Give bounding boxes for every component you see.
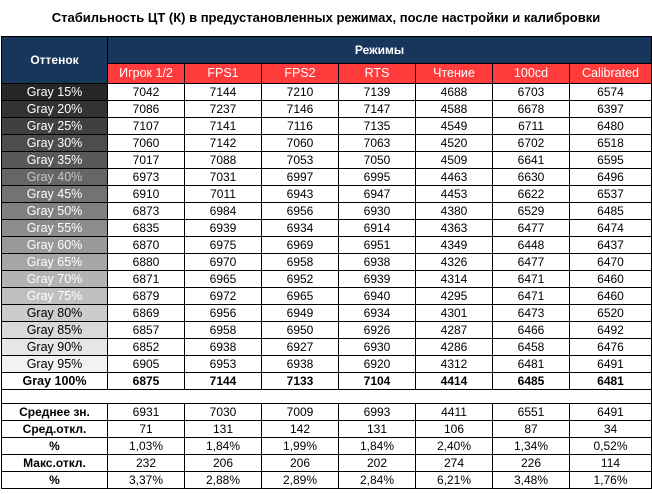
stat-label-cell: % [2,472,108,489]
stat-value-cell: 1,84% [185,438,262,455]
value-cell: 6460 [570,288,652,305]
table-row [2,288,652,305]
mode-header-cell: FPS1 [185,64,262,84]
value-cell: 6956 [185,305,262,322]
value-cell: 6574 [570,84,652,101]
value-cell: 4287 [416,322,493,339]
stat-value-cell: 106 [416,421,493,438]
value-cell: 4453 [416,186,493,203]
table-row [2,339,652,356]
value-cell: 7139 [339,84,416,101]
value-cell: 6926 [339,322,416,339]
stat-value-cell: 226 [493,455,570,472]
table-row [2,186,652,203]
table-row [2,220,652,237]
stat-value-cell: 4411 [416,404,493,421]
value-cell: 6938 [185,339,262,356]
value-cell: 6518 [570,135,652,152]
value-cell: 6997 [262,169,339,186]
stat-value-cell: 6931 [108,404,185,421]
value-cell: 7053 [262,152,339,169]
value-cell: 6622 [493,186,570,203]
stat-value-cell: 142 [262,421,339,438]
value-cell: 4414 [416,373,493,390]
value-cell: 6995 [339,169,416,186]
value-cell: 6481 [570,373,652,390]
value-cell: 6529 [493,203,570,220]
stat-row [2,404,652,421]
value-cell: 6875 [108,373,185,390]
shade-label-cell: Gray 65% [2,254,108,271]
value-cell: 6448 [493,237,570,254]
shade-label-cell: Gray 100% [2,373,108,390]
value-cell: 6473 [493,305,570,322]
value-cell: 4509 [416,152,493,169]
value-cell: 6480 [570,118,652,135]
mode-header-cell: Игрок 1/2 [108,64,185,84]
stat-value-cell: 232 [108,455,185,472]
table-row [2,305,652,322]
value-cell: 6965 [185,271,262,288]
value-cell: 6938 [339,254,416,271]
value-cell: 6703 [493,84,570,101]
value-cell: 6965 [262,288,339,305]
stat-value-cell: 131 [185,421,262,438]
value-cell: 7133 [262,373,339,390]
value-cell: 6491 [570,356,652,373]
value-cell: 6870 [108,237,185,254]
value-cell: 4295 [416,288,493,305]
value-cell: 6905 [108,356,185,373]
value-cell: 7031 [185,169,262,186]
table-title: Стабильность ЦТ (К) в предустановленных режимах, после настройки и калибровки [51,10,601,25]
stat-value-cell: 6,21% [416,472,493,489]
stat-value-cell: 3,37% [108,472,185,489]
value-cell: 6852 [108,339,185,356]
value-cell: 6910 [108,186,185,203]
table-spacer-row [2,390,652,404]
value-cell: 7042 [108,84,185,101]
value-cell: 6835 [108,220,185,237]
stat-value-cell: 1,76% [570,472,652,489]
table-row [2,322,652,339]
value-cell: 6641 [493,152,570,169]
value-cell: 7237 [185,101,262,118]
value-cell: 7210 [262,84,339,101]
value-cell: 6938 [262,356,339,373]
value-cell: 6958 [185,322,262,339]
shade-label-cell: Gray 85% [2,322,108,339]
value-cell: 6930 [339,339,416,356]
stat-value-cell: 114 [570,455,652,472]
stat-value-cell: 1,03% [108,438,185,455]
table-row [2,254,652,271]
value-cell: 6477 [493,220,570,237]
value-cell: 6397 [570,101,652,118]
table-row [2,101,652,118]
value-cell: 6857 [108,322,185,339]
value-cell: 6485 [493,373,570,390]
value-cell: 6984 [185,203,262,220]
value-cell: 4380 [416,203,493,220]
value-cell: 6460 [570,271,652,288]
stat-label-cell: Среднее зн. [2,404,108,421]
value-cell: 6879 [108,288,185,305]
table-row [2,271,652,288]
value-cell: 6953 [185,356,262,373]
stat-row [2,421,652,438]
value-cell: 6678 [493,101,570,118]
value-cell: 6947 [339,186,416,203]
stat-value-cell: 3,48% [493,472,570,489]
value-cell: 6711 [493,118,570,135]
shade-label-cell: Gray 95% [2,356,108,373]
shade-label-cell: Gray 40% [2,169,108,186]
value-cell: 4312 [416,356,493,373]
value-cell: 6537 [570,186,652,203]
value-cell: 6969 [262,237,339,254]
stat-value-cell: 1,84% [339,438,416,455]
stat-value-cell: 202 [339,455,416,472]
mode-header-cell: Чтение [416,64,493,84]
value-cell: 7141 [185,118,262,135]
table-row [2,152,652,169]
value-cell: 6871 [108,271,185,288]
value-cell: 6630 [493,169,570,186]
stat-value-cell: 2,88% [185,472,262,489]
table-row [2,169,652,186]
value-cell: 6873 [108,203,185,220]
value-cell: 6481 [493,356,570,373]
value-cell: 7063 [339,135,416,152]
shade-label-cell: Gray 90% [2,339,108,356]
value-cell: 4349 [416,237,493,254]
shade-label-cell: Gray 50% [2,203,108,220]
stat-value-cell: 7030 [185,404,262,421]
value-cell: 6914 [339,220,416,237]
shade-label-cell: Gray 75% [2,288,108,305]
value-cell: 7116 [262,118,339,135]
stat-value-cell: 87 [493,421,570,438]
stat-label-cell: Сред.откл. [2,421,108,438]
table-row [2,373,652,390]
value-cell: 6880 [108,254,185,271]
value-cell: 4326 [416,254,493,271]
stat-value-cell: 206 [185,455,262,472]
value-cell: 6471 [493,288,570,305]
shade-column-header: Оттенок [2,37,108,84]
shade-label-cell: Gray 20% [2,101,108,118]
value-cell: 7107 [108,118,185,135]
mode-header-cell: FPS2 [262,64,339,84]
value-cell: 6437 [570,237,652,254]
value-cell: 6951 [339,237,416,254]
value-cell: 7017 [108,152,185,169]
stat-value-cell: 2,40% [416,438,493,455]
value-cell: 6930 [339,203,416,220]
shade-label-cell: Gray 35% [2,152,108,169]
value-cell: 6492 [570,322,652,339]
value-cell: 6973 [108,169,185,186]
value-cell: 7060 [262,135,339,152]
value-cell: 7088 [185,152,262,169]
value-cell: 6950 [262,322,339,339]
stat-row [2,472,652,489]
value-cell: 7142 [185,135,262,152]
stat-value-cell: 6993 [339,404,416,421]
stat-value-cell: 6551 [493,404,570,421]
table-row [2,356,652,373]
value-cell: 7050 [339,152,416,169]
value-cell: 6970 [185,254,262,271]
table-row [2,203,652,220]
value-cell: 7144 [185,84,262,101]
shade-label-cell: Gray 60% [2,237,108,254]
value-cell: 6940 [339,288,416,305]
value-cell: 6470 [570,254,652,271]
value-cell: 7060 [108,135,185,152]
value-cell: 4301 [416,305,493,322]
stat-value-cell: 131 [339,421,416,438]
value-cell: 6702 [493,135,570,152]
value-cell: 4363 [416,220,493,237]
shade-label-cell: Gray 70% [2,271,108,288]
shade-label-cell: Gray 30% [2,135,108,152]
stat-row [2,455,652,472]
value-cell: 4520 [416,135,493,152]
shade-label-cell: Gray 80% [2,305,108,322]
stat-value-cell: 6491 [570,404,652,421]
stat-value-cell: 1,34% [493,438,570,455]
value-cell: 6934 [339,305,416,322]
value-cell: 6471 [493,271,570,288]
value-cell: 6869 [108,305,185,322]
stat-value-cell: 274 [416,455,493,472]
value-cell: 4588 [416,101,493,118]
value-cell: 4463 [416,169,493,186]
value-cell: 6595 [570,152,652,169]
value-cell: 4286 [416,339,493,356]
stat-value-cell: 1,99% [262,438,339,455]
table-row [2,135,652,152]
mode-header-cell: 100cd [493,64,570,84]
value-cell: 6466 [493,322,570,339]
shade-label-cell: Gray 55% [2,220,108,237]
stat-value-cell: 2,89% [262,472,339,489]
stat-value-cell: 34 [570,421,652,438]
value-cell: 6458 [493,339,570,356]
stat-value-cell: 0,52% [570,438,652,455]
value-cell: 7011 [185,186,262,203]
value-cell: 6474 [570,220,652,237]
value-cell: 6520 [570,305,652,322]
mode-header-cell: Calibrated [570,64,652,84]
stat-value-cell: 71 [108,421,185,438]
value-cell: 6972 [185,288,262,305]
value-cell: 6485 [570,203,652,220]
stat-value-cell: 7009 [262,404,339,421]
value-cell: 7146 [262,101,339,118]
value-cell: 6939 [185,220,262,237]
ct-stability-table [1,36,652,489]
mode-header-cell: RTS [339,64,416,84]
value-cell: 7144 [185,373,262,390]
value-cell: 6975 [185,237,262,254]
value-cell: 4549 [416,118,493,135]
value-cell: 7086 [108,101,185,118]
value-cell: 7147 [339,101,416,118]
modes-header: Режимы [108,37,652,64]
value-cell: 4688 [416,84,493,101]
value-cell: 6927 [262,339,339,356]
table-row [2,118,652,135]
shade-label-cell: Gray 25% [2,118,108,135]
value-cell: 7104 [339,373,416,390]
value-cell: 7135 [339,118,416,135]
value-cell: 6956 [262,203,339,220]
stat-row [2,438,652,455]
value-cell: 6496 [570,169,652,186]
value-cell: 6958 [262,254,339,271]
table-row [2,237,652,254]
value-cell: 6476 [570,339,652,356]
value-cell: 6949 [262,305,339,322]
value-cell: 6939 [339,271,416,288]
value-cell: 6920 [339,356,416,373]
shade-label-cell: Gray 15% [2,84,108,101]
stat-value-cell: 2,84% [339,472,416,489]
value-cell: 6943 [262,186,339,203]
value-cell: 6952 [262,271,339,288]
value-cell: 6934 [262,220,339,237]
stat-label-cell: Макс.откл. [2,455,108,472]
shade-label-cell: Gray 45% [2,186,108,203]
stat-label-cell: % [2,438,108,455]
value-cell: 6477 [493,254,570,271]
stat-value-cell: 206 [262,455,339,472]
table-row [2,84,652,101]
value-cell: 4314 [416,271,493,288]
